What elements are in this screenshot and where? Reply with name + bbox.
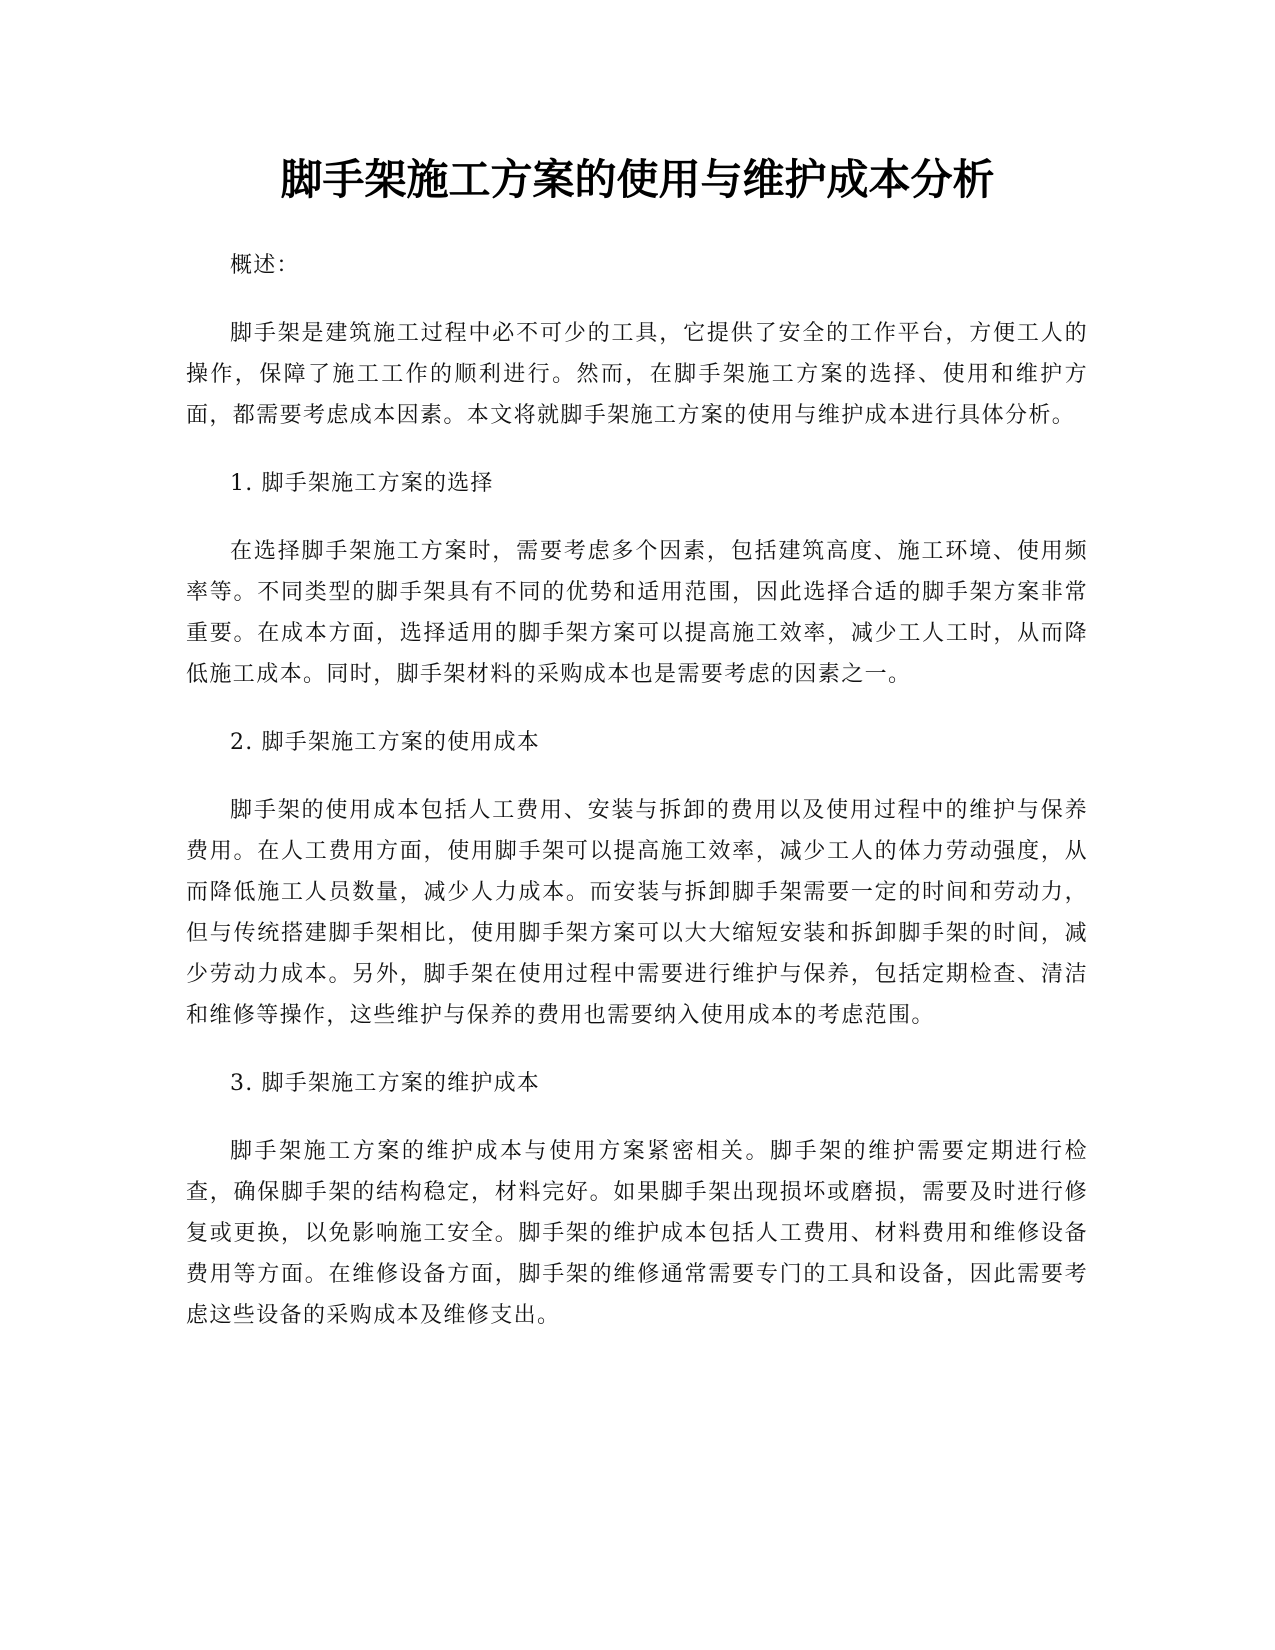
section-heading-usage-cost: 2. 脚手架施工方案的使用成本 [230,730,540,755]
section-heading-overview: 概述： [230,253,300,278]
paragraph-selection: 在选择脚手架施工方案时，需要考虑多个因素，包括建筑高度、施工环境、使用频率等。不同类型的脚手架具有不同的优势和适用范围，因此选择合适的脚手架方案非常重要。在成本方面，选择适用的脚手架方案可以提高施工效率，减少工人工时，从而降低施工成本。同时，脚手架材料的采购成本也是需要考虑的因素之一。 [186,539,1088,687]
document-body [186,245,1088,1363]
section-heading-selection: 1. 脚手架施工方案的选择 [230,471,494,496]
section-heading-maintenance-cost: 3. 脚手架施工方案的维护成本 [230,1071,540,1096]
paragraph-maintenance-cost: 脚手架施工方案的维护成本与使用方案紧密相关。脚手架的维护需要定期进行检查，确保脚手架的结构稳定，材料完好。如果脚手架出现损坏或磨损，需要及时进行修复或更换，以免影响施工安全。脚手架的维护成本包括人工费用、材料费用和维修设备费用等方面。在维修设备方面，脚手架的维修通常需要专门的工具和设备，因此需要考虑这些设备的采购成本及维修支出。 [186,1139,1088,1328]
document-title: 脚手架施工方案的使用与维护成本分析 [280,155,995,204]
paragraph-usage-cost: 脚手架的使用成本包括人工费用、安装与拆卸的费用以及使用过程中的维护与保养费用。在人工费用方面，使用脚手架可以提高施工效率，减少工人的体力劳动强度，从而降低施工人员数量，减少人力成本。而安装与拆卸脚手架需要一定的时间和劳动力，但与传统搭建脚手架相比，使用脚手架方案可以大大缩短安装和拆卸脚手架的时间，减少劳动力成本。另外，脚手架在使用过程中需要进行维护与保养，包括定期检查、清洁和维修等操作，这些维护与保养的费用也需要纳入使用成本的考虑范围。 [186,798,1088,1028]
paragraph-intro: 脚手架是建筑施工过程中必不可少的工具，它提供了安全的工作平台，方便工人的操作，保障了施工工作的顺利进行。然而，在脚手架施工方案的选择、使用和维护方面，都需要考虑成本因素。本文将就脚手架施工方案的使用与维护成本进行具体分析。 [186,321,1088,428]
